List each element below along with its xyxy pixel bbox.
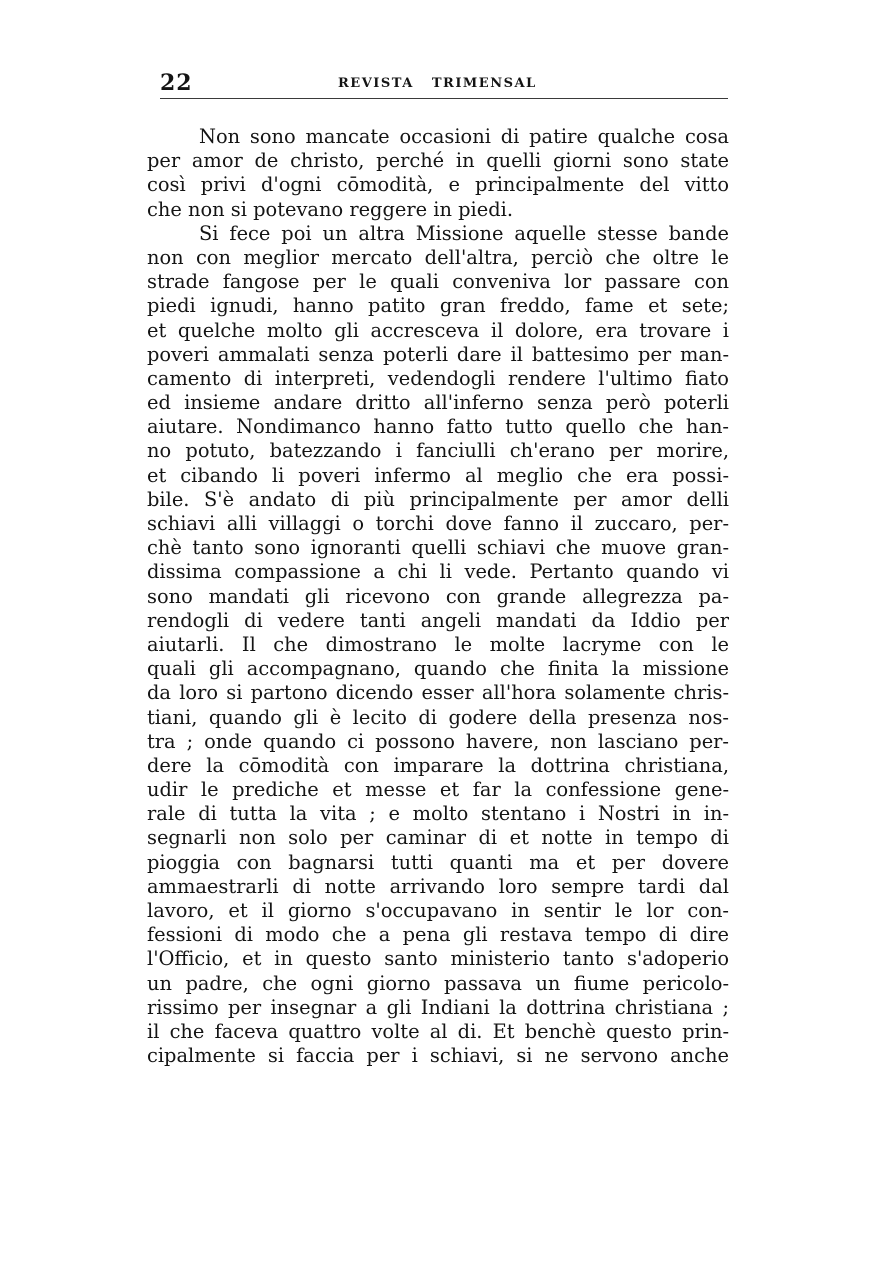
- text-line: udir le prediche et messe et far la confessione gene-: [147, 778, 729, 802]
- text-line: quali gli accompagnano, quando che finita la missione: [147, 657, 729, 681]
- text-line: che non si potevano reggere in piedi.: [147, 197, 513, 221]
- text-line: aiutare. Nondimanco hanno fatto tutto quello che han-: [147, 415, 729, 439]
- text-line: un padre, che ogni giorno passava un fiume pericolo-: [147, 971, 729, 995]
- text-line: pioggia con bagnarsi tutti quanti ma et per dovere: [147, 850, 729, 874]
- text-line: Non sono mancate occasioni di patire qualche cosa: [199, 125, 729, 148]
- text-line: dissima compassione a chi li vede. Pertanto quando vi: [147, 560, 729, 584]
- text-line: tra ; onde quando ci possono havere, non lasciano per-: [147, 729, 729, 753]
- text-line: l'Officio, et in questo santo ministerio tanto s'adoperio: [147, 947, 729, 971]
- text-line: per amor de christo, perché in quelli giorni sono state: [147, 149, 729, 173]
- header-rule: [160, 98, 728, 99]
- running-title: REVISTA TRIMENSAL: [338, 76, 537, 91]
- text-line: et cibando li poveri infermo al meglio che era possi-: [147, 463, 729, 487]
- page-header: [160, 70, 728, 100]
- text-line: segnarli non solo per caminar di et notte in tempo di: [147, 826, 729, 850]
- text-line: bile. S'è andato di più principalmente per amor delli: [147, 487, 729, 511]
- text-line: fessioni di modo che a pena gli restava tempo di dire: [147, 923, 729, 947]
- text-line: camento di interpreti, vedendogli rendere l'ultimo fiato: [147, 366, 729, 390]
- text-line: schiavi alli villaggi o torchi dove fanno il zuccaro, per-: [147, 512, 729, 535]
- text-line: cipalmente si faccia per i schiavi, si ne servono anche: [147, 1044, 729, 1068]
- text-line: dere la cōmodità con imparare la dottrina christiana,: [147, 753, 729, 777]
- text-line: così privi d'ogni cōmodità, e principalmente del vitto: [147, 173, 729, 197]
- text-line: ed insieme andare dritto all'inferno senza però poterli: [147, 391, 729, 415]
- text-line: ammaestrarli di notte arrivando loro sempre tardi dal: [147, 874, 729, 898]
- text-line: no potuto, batezzando i fanciulli ch'erano per morire,: [147, 439, 729, 463]
- text-line: tiani, quando gli è lecito di godere della presenza nos-: [147, 705, 729, 729]
- text-line: et quelche molto gli accresceva il dolore, era trovare i: [147, 318, 729, 342]
- text-line: lavoro, et il giorno s'occupavano in sentir le lor con-: [147, 899, 729, 922]
- text-line: da loro si partono dicendo esser all'hora solamente chris-: [147, 681, 729, 705]
- text-line: aiutarli. Il che dimostrano le molte lacryme con le: [147, 632, 729, 656]
- page-number: 22: [160, 70, 193, 96]
- text-line: non con meglior mercato dell'altra, perciò che oltre le: [147, 245, 729, 269]
- body-text: [147, 125, 729, 1068]
- text-line: sono mandati gli ricevono con grande allegrezza pa-: [147, 584, 729, 608]
- text-line: piedi ignudi, hanno patito gran freddo, fame et sete;: [147, 294, 729, 318]
- text-line: rale di tutta la vita ; e molto stentano i Nostri in in-: [147, 802, 729, 826]
- text-line: il che faceva quattro volte al di. Et benchè questo prin-: [147, 1019, 729, 1043]
- text-line: strade fangose per le quali conveniva lor passare con: [147, 270, 729, 294]
- text-line: rissimo per insegnar a gli Indiani la dottrina christiana ;: [147, 995, 729, 1019]
- text-line: Si fece poi un altra Missione aquelle stesse bande: [199, 221, 729, 245]
- text-line: poveri ammalati senza poterli dare il battesimo per man-: [147, 342, 729, 366]
- text-line: chè tanto sono ignoranti quelli schiavi che muove gran-: [147, 536, 729, 560]
- text-line: rendogli di vedere tanti angeli mandati da Iddio per: [147, 608, 729, 632]
